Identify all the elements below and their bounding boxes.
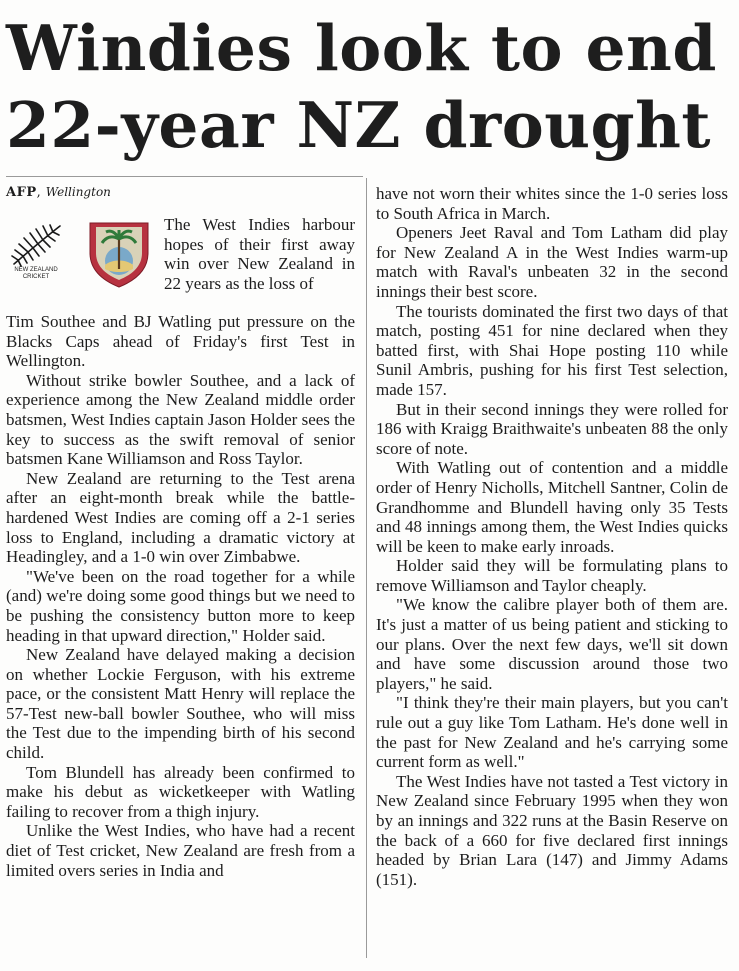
paragraph: Openers Jeet Raval and Tom Latham did play for New Zealand A in the West Indies warm-up match with Raval's unbeaten 32 in the second innings their best score. — [376, 223, 728, 301]
column-divider — [366, 178, 367, 958]
paragraph: New Zealand are returning to the Test arena after an eight-month break while the battle-hardened West Indies are coming off a 2-1 series loss to England, including a dramatic victory at Headingley, and a 1-0 win over Zimbabwe. — [6, 468, 355, 567]
paragraph: Tim Southee and BJ Watling put pressure on the Blacks Caps ahead of Friday's first Test in Wellington. — [6, 312, 355, 371]
nz-cricket-logo-text: NEW ZEALAND CRICKET — [14, 267, 58, 280]
byline-agency: AFP — [6, 185, 37, 200]
west-indies-crest-icon — [82, 217, 156, 289]
article-intro — [164, 215, 355, 293]
paragraph: But in their second innings they were rolled for 186 with Kraigg Braithwaite's unbeaten 88 the only score of note. — [376, 399, 728, 458]
paragraph: Tom Blundell has already been confirmed to make his debut as wicketkeeper with Watling failing to recover from a thigh injury. — [6, 762, 355, 821]
byline — [6, 184, 111, 201]
paragraph: New Zealand have delayed making a decision on whether Lockie Ferguson, with his extreme pace, or the consistent Matt Henry will replace the 57-Test new-ball bowler Southee, who will miss the Test due to the impending birth of his second child. — [6, 645, 355, 763]
intro-paragraph: The West Indies harbour hopes of their first away win over New Zealand in 22 years as the loss of — [164, 215, 355, 293]
paragraph: With Watling out of contention and a middle order of Henry Nicholls, Mitchell Santner, Colin de Grandhomme and Blundell having only 35 Tests and 48 innings among them, the West Indies quicks will be keen to make early inroads. — [376, 458, 728, 556]
paragraph: "We've been on the road together for a while (and) we're doing some good things but we need to be pushing the consistency button more to keep heading in that upward direction," Holder said. — [6, 566, 355, 645]
paragraph: have not worn their whites since the 1-0 series loss to South Africa in March. — [376, 184, 728, 223]
paragraph: Holder said they will be formulating plans to remove Williamson and Taylor cheaply. — [376, 556, 728, 595]
silver-fern-icon — [8, 222, 64, 268]
headline-line-1: Windies look to end — [6, 11, 717, 85]
paragraph: The West Indies have not tasted a Test victory in New Zealand since February 1995 when they won by an innings and 322 runs at the Basin Reserve on the back of a 660 for five declared first innings headed by Brian Lara (147) and Jimmy Adams (151). — [376, 771, 728, 889]
article-column-2 — [376, 184, 728, 889]
paragraph: The tourists dominated the first two days of that match, posting 451 for nine declared when they batted first, with Shai Hope posting 110 while Sunil Ambris, pushing for his first Test selection, made 157. — [376, 301, 728, 399]
new-zealand-cricket-logo — [8, 222, 64, 280]
paragraph: Without strike bowler Southee, and a lack of experience among the New Zealand middle order batsmen, West Indies captain Jason Holder sees the key to success as the swift removal of senior batsmen Kane Williamson and Ross Taylor. — [6, 370, 355, 469]
paragraph: "We know the calibre player both of them are. It's just a matter of us being patient and sticking to our plans. Over the next few days, we'll sit down and have some discussion around those two players," he said. — [376, 595, 728, 693]
byline-place: Wellington — [45, 185, 111, 199]
article-headline — [6, 10, 726, 164]
headline-line-2: 22-year NZ drought — [6, 88, 711, 162]
paragraph: Unlike the West Indies, who have had a recent diet of Test cricket, New Zealand are fresh from a limited overs series in India and — [6, 821, 355, 880]
byline-separator: , — [36, 185, 41, 200]
paragraph: "I think they're their main players, but you can't rule out a guy like Tom Latham. He's done well in the past for New Zealand and he's carrying some current form as well." — [376, 693, 728, 772]
byline-divider — [6, 176, 363, 177]
article-column-1 — [6, 312, 355, 880]
